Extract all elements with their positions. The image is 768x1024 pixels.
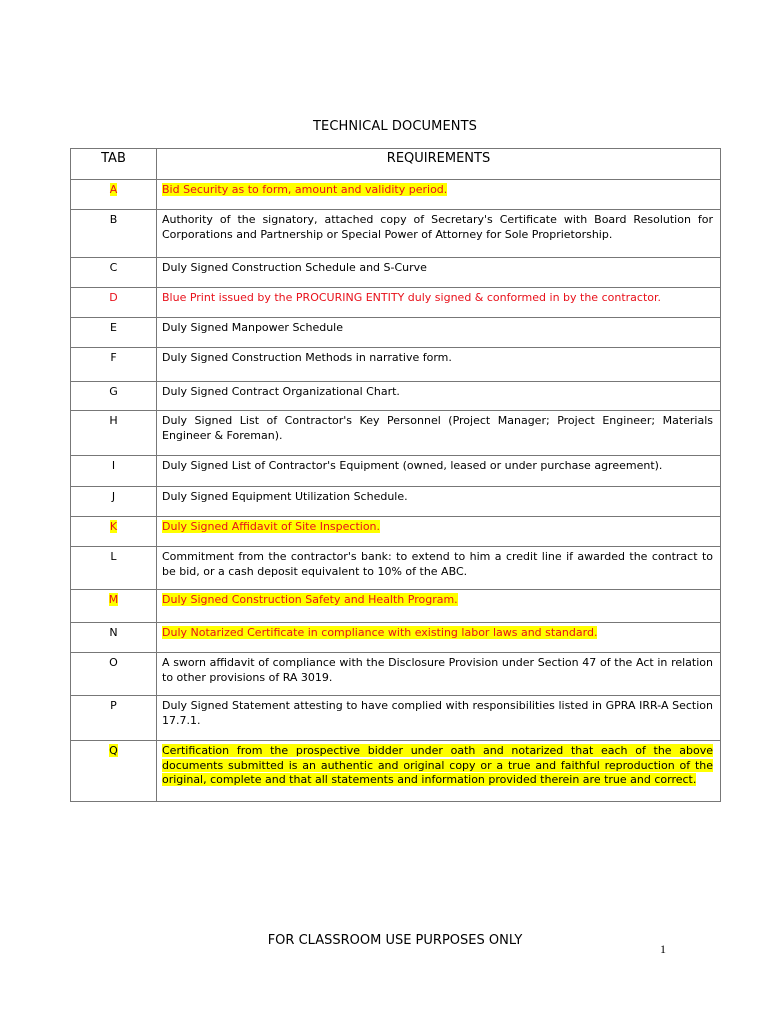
requirement-text: A sworn affidavit of compliance with the Disclosure Provision under Section 47 of the Act in relation to other provisions of RA 3019. <box>162 656 713 684</box>
table-row <box>71 741 721 802</box>
tab-cell <box>71 653 157 696</box>
tab-letter: M <box>108 593 119 606</box>
requirement-text: Certification from the prospective bidder under oath and notarized that each of the above documents submitted is an authentic and original copy or a true and faithful reproduction of the original, complete and that all statements and information provided therein are true and correct. <box>162 744 713 786</box>
requirement-cell <box>157 258 721 288</box>
table-row <box>71 590 721 623</box>
table-row <box>71 696 721 741</box>
tab-cell <box>71 180 157 210</box>
tab-cell <box>71 547 157 590</box>
requirement-cell <box>157 741 721 802</box>
requirement-text: Duly Signed Equipment Utilization Schedule. <box>162 490 408 503</box>
requirement-cell <box>157 348 721 382</box>
requirement-cell <box>157 590 721 623</box>
table-row <box>71 653 721 696</box>
tab-letter: D <box>109 291 118 304</box>
tab-letter: J <box>111 490 116 503</box>
requirement-cell <box>157 318 721 348</box>
requirement-cell <box>157 517 721 547</box>
requirement-cell <box>157 382 721 411</box>
tab-cell <box>71 590 157 623</box>
tab-cell <box>71 210 157 258</box>
requirement-cell <box>157 696 721 741</box>
requirement-text: Authority of the signatory, attached copy of Secretary's Certificate with Board Resolution for Corporations and Partnership or Special Power of Attorney for Sole Proprietorship. <box>162 213 713 241</box>
requirement-text: Duly Signed Construction Methods in narrative form. <box>162 351 452 364</box>
tab-letter: L <box>110 550 117 563</box>
requirement-cell <box>157 288 721 318</box>
tab-cell <box>71 411 157 456</box>
tab-letter: P <box>110 699 117 712</box>
tab-letter: G <box>109 385 118 398</box>
table-header-row <box>71 149 721 180</box>
tab-cell <box>71 487 157 517</box>
requirement-text: Duly Signed Manpower Schedule <box>162 321 343 334</box>
requirement-cell <box>157 456 721 487</box>
requirement-text: Blue Print issued by the PROCURING ENTITY duly signed & conformed in by the contractor. <box>162 291 662 304</box>
tab-cell <box>71 741 157 802</box>
table-row <box>71 288 721 318</box>
tab-cell <box>71 288 157 318</box>
requirement-cell <box>157 547 721 590</box>
tab-letter: F <box>110 351 117 364</box>
tab-letter: E <box>110 321 117 334</box>
table-row <box>71 517 721 547</box>
tab-letter: O <box>109 656 118 669</box>
table-row <box>71 210 721 258</box>
tab-cell <box>71 517 157 547</box>
requirement-text: Duly Signed Affidavit of Site Inspection. <box>162 520 381 533</box>
table-row <box>71 411 721 456</box>
footer-note: FOR CLASSROOM USE PURPOSES ONLY <box>267 933 523 948</box>
table-row <box>71 348 721 382</box>
tab-letter: N <box>109 626 118 639</box>
tab-letter: B <box>109 213 118 226</box>
tab-letter: H <box>109 414 118 427</box>
table-row <box>71 258 721 288</box>
requirement-text: Bid Security as to form, amount and validity period. <box>162 183 448 196</box>
table-row <box>71 382 721 411</box>
table-row <box>71 456 721 487</box>
tab-letter: Q <box>109 744 118 757</box>
requirement-text: Duly Notarized Certificate in compliance with existing labor laws and standard. <box>162 626 598 639</box>
requirement-text: Duly Signed List of Contractor's Equipment (owned, leased or under purchase agreement). <box>162 459 663 472</box>
requirement-text: Duly Signed Construction Safety and Health Program. <box>162 593 458 606</box>
tab-cell <box>71 696 157 741</box>
requirement-text: Duly Signed Statement attesting to have complied with responsibilities listed in GPRA IRR-A Section 17.7.1. <box>162 699 713 727</box>
table-row <box>71 487 721 517</box>
tab-letter: I <box>111 459 116 472</box>
table-row <box>71 623 721 653</box>
tab-cell <box>71 348 157 382</box>
requirement-cell <box>157 180 721 210</box>
tab-cell <box>71 456 157 487</box>
tab-letter: K <box>109 520 118 533</box>
requirement-text: Duly Signed Contract Organizational Chart. <box>162 385 400 398</box>
tab-cell <box>71 382 157 411</box>
requirement-cell <box>157 487 721 517</box>
requirement-cell <box>157 623 721 653</box>
tab-cell <box>71 258 157 288</box>
page-number: 1 <box>660 942 666 956</box>
tab-column-header: TAB <box>71 149 157 180</box>
requirement-cell <box>157 653 721 696</box>
requirement-text: Duly Signed List of Contractor's Key Personnel (Project Manager; Project Engineer; Materials Engineer & Foreman). <box>162 414 713 442</box>
requirements-column-header: REQUIREMENTS <box>157 149 721 180</box>
requirement-cell <box>157 411 721 456</box>
tab-cell <box>71 318 157 348</box>
requirement-cell <box>157 210 721 258</box>
document-title: TECHNICAL DOCUMENTS <box>313 119 477 134</box>
tab-letter: C <box>109 261 118 274</box>
requirements-table <box>70 148 721 802</box>
tab-cell <box>71 623 157 653</box>
requirement-text: Duly Signed Construction Schedule and S-Curve <box>162 261 427 274</box>
table-row <box>71 547 721 590</box>
table-row <box>71 318 721 348</box>
tab-letter: A <box>109 183 118 196</box>
table-row <box>71 180 721 210</box>
requirement-text: Commitment from the contractor's bank: to extend to him a credit line if awarded the contract to be bid, or a cash deposit equivalent to 10% of the ABC. <box>162 550 713 578</box>
